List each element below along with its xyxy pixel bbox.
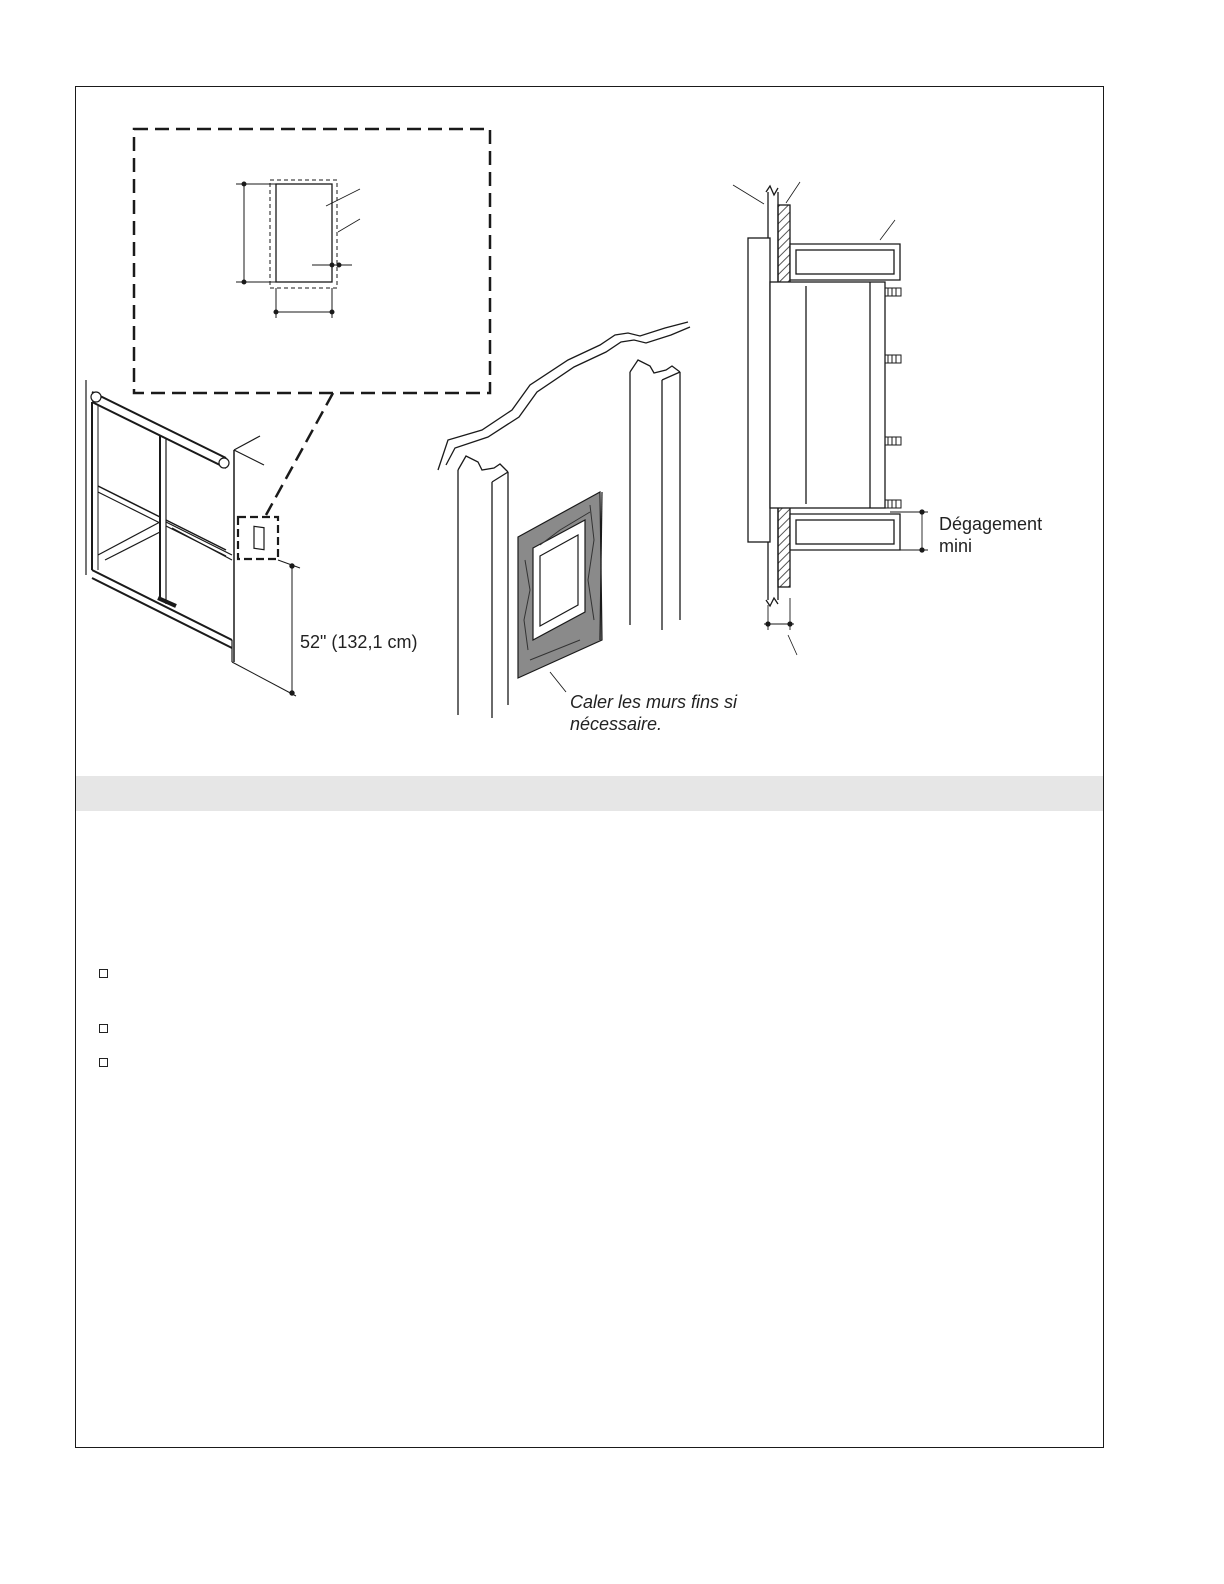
- valve-location-marker: [238, 517, 278, 559]
- shim-note-line1: Caler les murs fins si: [570, 692, 738, 712]
- checklist-checkbox-2[interactable]: [99, 1024, 108, 1033]
- section-view: [733, 182, 928, 655]
- clearance-label-line2: mini: [939, 536, 973, 556]
- wood-shim-frame: [518, 492, 602, 678]
- checklist-checkbox-3[interactable]: [99, 1058, 108, 1067]
- detail-callout-frame: [134, 129, 490, 393]
- shim-note-line2: nécessaire.: [570, 714, 663, 734]
- shim-note-leader: [550, 672, 566, 692]
- cutout-outline: [270, 180, 337, 288]
- detail-callout: [134, 129, 490, 393]
- callout-connector: [266, 393, 333, 515]
- checklist-checkbox-1[interactable]: [99, 969, 108, 978]
- height-dimension-label: 52" (132,1 cm): [300, 632, 418, 652]
- wall-cutout: [276, 184, 332, 282]
- height-dimension-line: [232, 560, 300, 696]
- clearance-label-line1: Dégagement: [939, 514, 1043, 534]
